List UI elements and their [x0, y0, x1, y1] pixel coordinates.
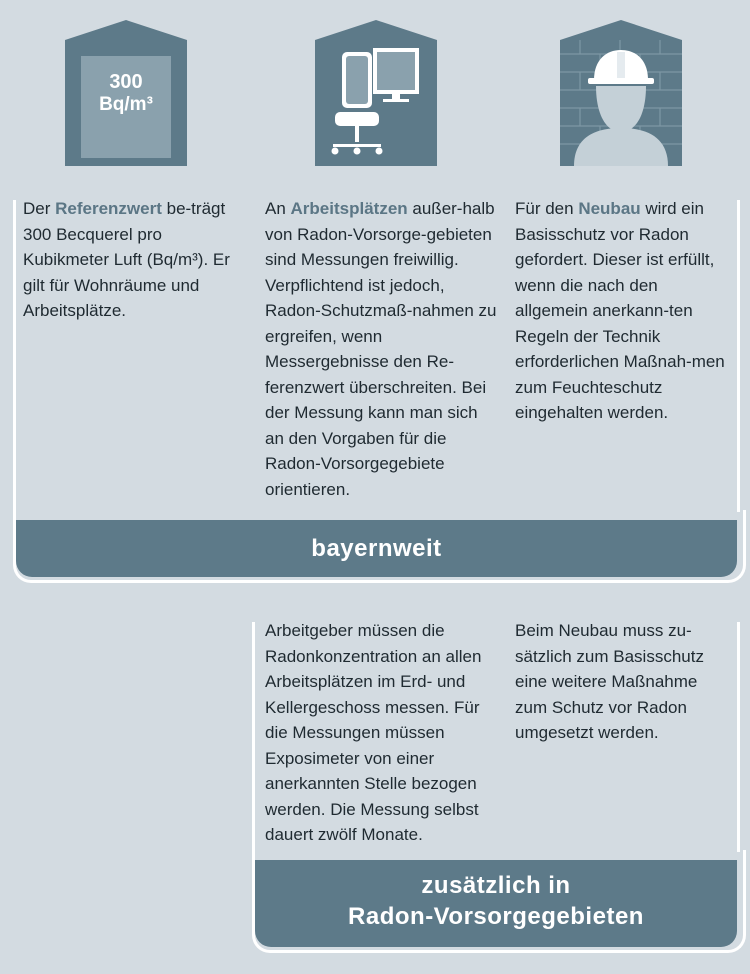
bayernweit-bracket-left-edge [13, 200, 16, 512]
reference-value-term: Referenzwert [55, 199, 162, 218]
new-building-term: Neubau [578, 199, 641, 218]
vorsorge-band [255, 860, 737, 947]
bayernweit-bracket-right-edge [737, 200, 740, 512]
workplace-term: Arbeitsplätzen [290, 199, 408, 218]
vorsorge-bracket-right-edge [737, 622, 740, 852]
vorsorge-band-line1: zusätzlich in [421, 872, 571, 899]
new-building-text: Für den Neubau wird ein Basisschutz vor Radon gefordert. Dieser ist erfüllt, wenn die nach den allgemein anerkann-ten Regeln der Technik erforderlichen Maßnah-men zum Feuchteschutz eingehalten werden. [515, 199, 725, 422]
reference-value-text: Der Referenzwert be-trägt 300 Becquerel pro Kubikmeter Luft (Bq/m³). Er gilt für Wohnräume und Arbeitsplätze. [23, 199, 230, 320]
bayernweit-band: bayernweit [16, 520, 737, 577]
new-building-additional-text: Beim Neubau muss zu-sätzlich zum Basisschutz eine weitere Maßnahme zum Schutz vor Radon umgesetzt werden. [515, 621, 704, 742]
construction-worker-icon [560, 20, 682, 166]
employer-measurement-text: Arbeitgeber müssen die Radonkonzentration an allen Arbeitsplätzen im Erd- und Kellergeschoss messen. Für die Messungen müssen Exposimeter von einer anerkannten Stelle bezogen werden. Die Messung selbst dauert zwölf Monate. [265, 621, 482, 844]
workplace-monitor-chair-icon [315, 20, 437, 166]
vorsorge-band-line2: Radon-Vorsorgegebieten [348, 903, 644, 930]
reference-value-icon [65, 20, 187, 166]
vorsorge-bracket-left-edge [252, 622, 255, 852]
workplace-text: An Arbeitsplätzen außer-halb von Radon-Vorsorge-gebieten sind Messungen freiwillig. Verpflichtend ist jedoch, Radon-Schutzmaß-nahmen zu ergreifen, wenn Messergebnisse den Re-ferenzwert überschreiten. Bei der Messung kann man sich an den Vorgaben für die Radon-Vorsorgegebiete orientieren. [265, 199, 497, 499]
reference-value-unit: Bq/m³ [99, 94, 153, 115]
reference-value-number: 300 [109, 71, 143, 93]
